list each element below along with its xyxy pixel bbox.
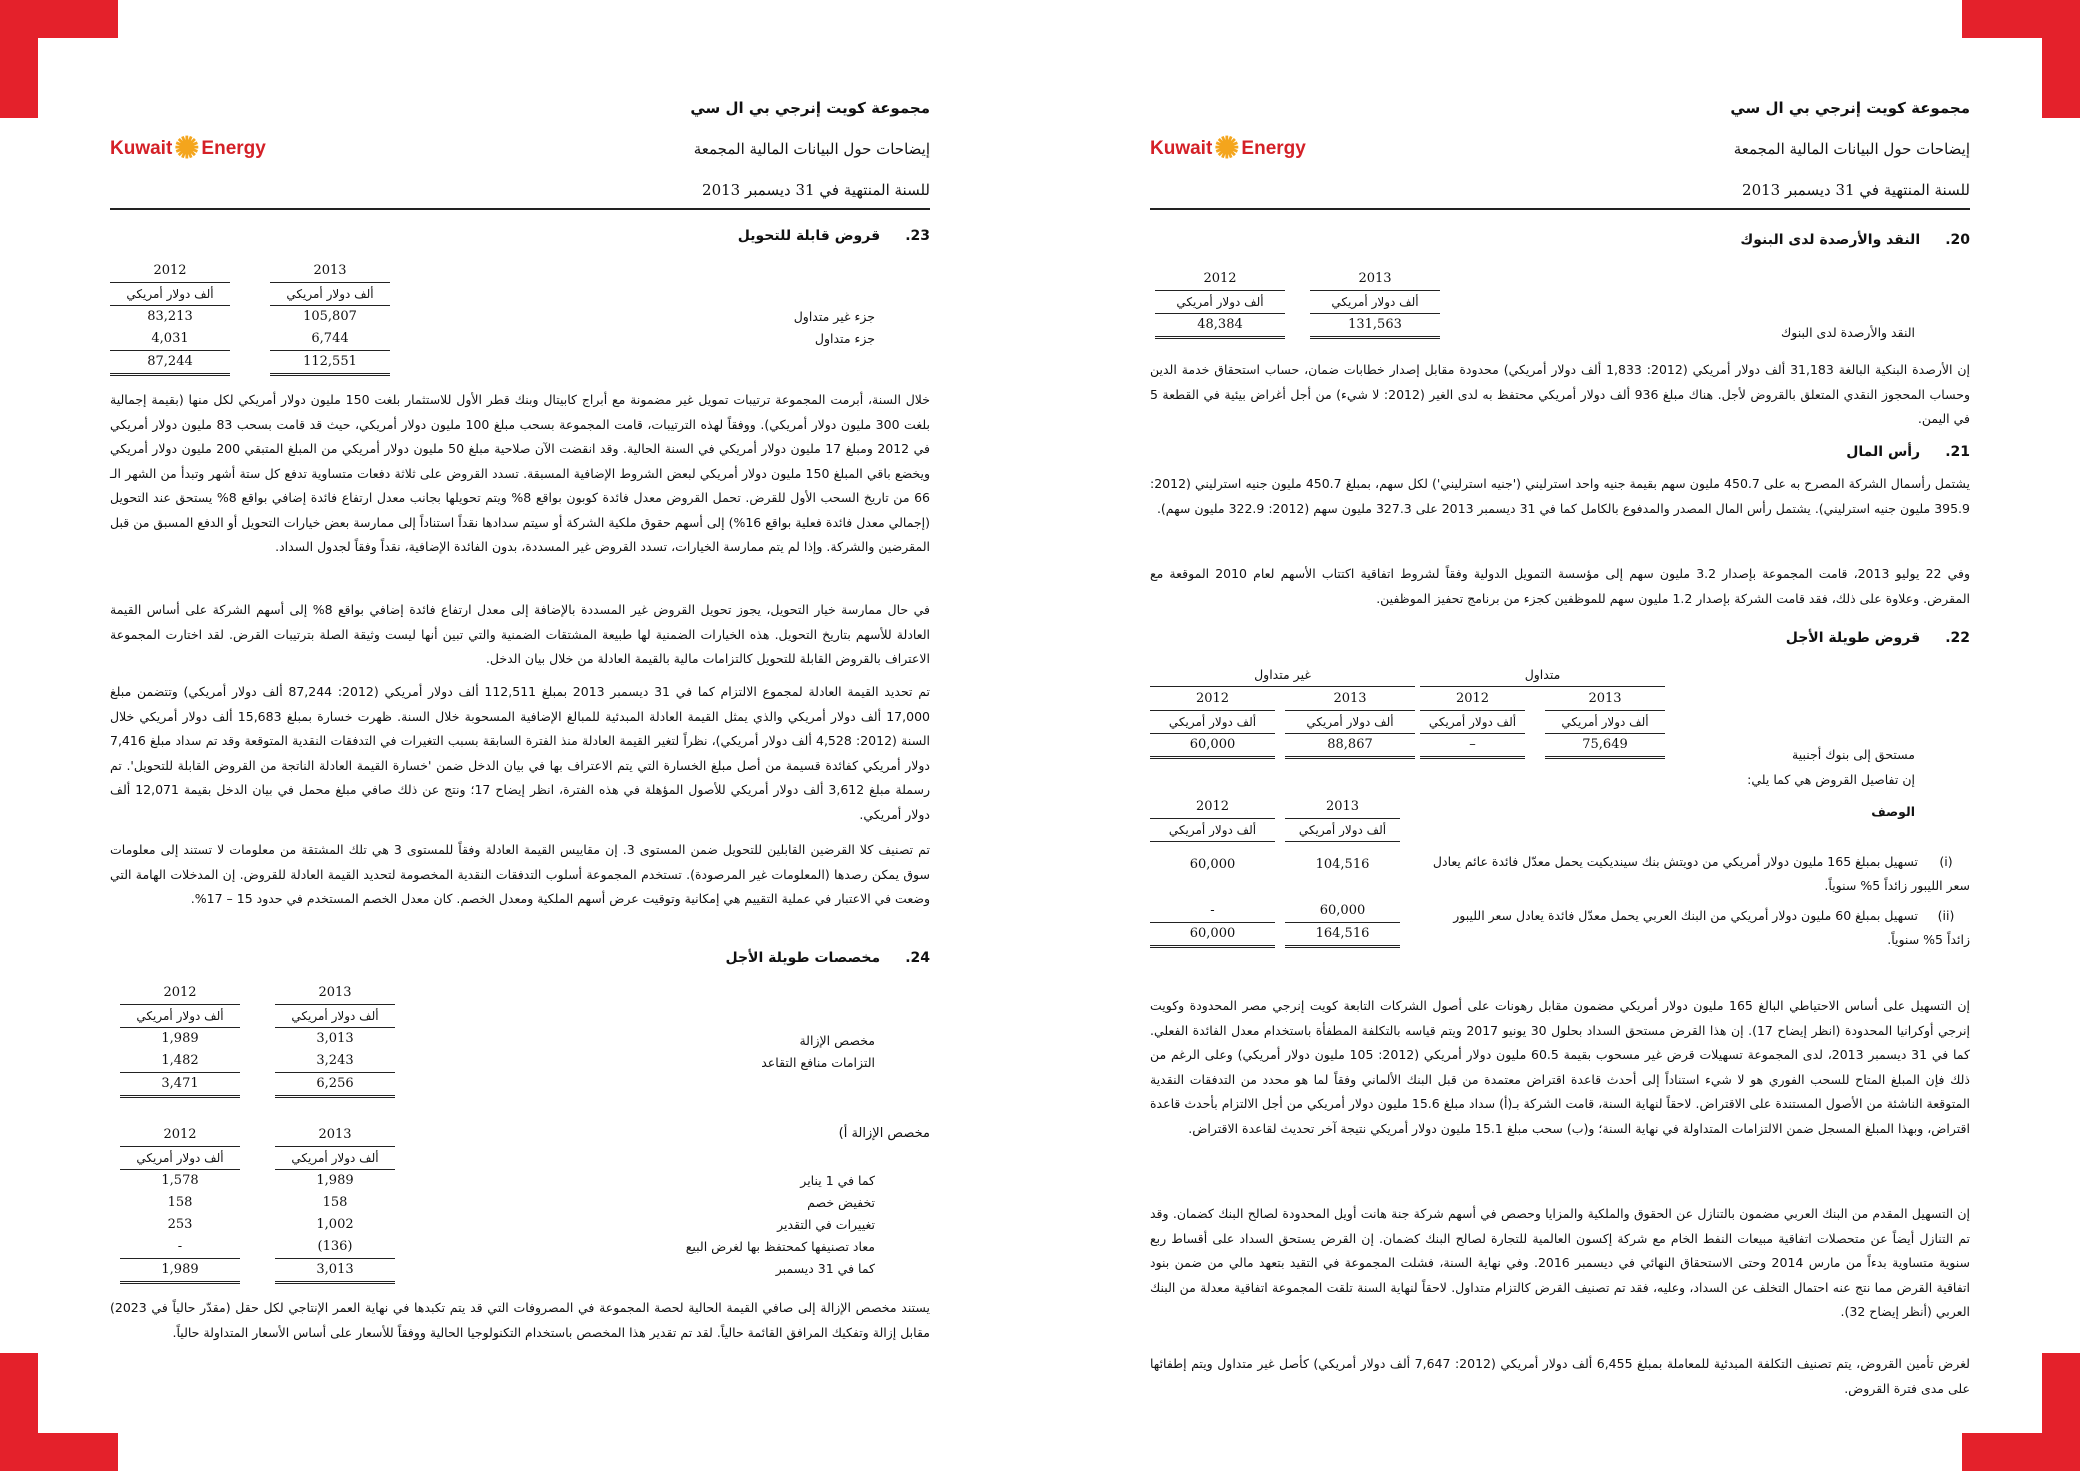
page-header (690, 88, 930, 211)
year-header: 2012 (110, 260, 230, 283)
cell-value: 3,013 (316, 1031, 354, 1046)
cell-value: 1,989 (161, 1031, 199, 1046)
row-label: كما في 1 يناير (800, 1173, 875, 1188)
year-header: 2013 (1545, 688, 1665, 711)
flower-icon: ✺ (1214, 132, 1240, 165)
row-label: مخصص الإزالة (799, 1033, 875, 1048)
cash-table (1150, 268, 1970, 348)
section-heading-23 (738, 228, 930, 244)
row-label: جزء غير متداول (793, 309, 875, 324)
subsection-marker: أ) (838, 1126, 848, 1141)
logo-text-right: Energy (1241, 138, 1306, 159)
column-2013 (270, 260, 390, 376)
year-header: 2013 (270, 260, 390, 283)
currency-header: ألف دولار أمريكي (1310, 291, 1440, 314)
column-2012 (1150, 796, 1275, 948)
item-marker: (i) (1939, 854, 1953, 869)
currency-header: ألف دولار أمريكي (1155, 291, 1285, 314)
total-value: 164,516 (1285, 923, 1400, 948)
paragraph: إن الأرصدة البنكية البالغة 31,183 ألف دولار أمريكي (2012: 1,833 ألف دولار أمريكي) محدودة مقابل إصدار خطابات ضمان، حساب استحقاق خدمة الدين وحساب المحجوز النقدي المتعلق بالقروض لأجل. هناك مبلغ 936 ألف دولار أمريكي محتفظ به لدى الغير (2012: لا شيء) من أجل أغراض بيئية في القطعة 5 في اليمن. (1150, 362, 1971, 426)
year-header: 2013 (275, 982, 395, 1005)
paragraph: تم تصنيف كلا القرضين القابلين للتحويل ضمن المستوى 3. إن مقاييس القيمة العادلة وفقاً للمستوى 3 هي تلك المشتقة من معلومات لا تستند إلى معلومات سوق يمكن رصدها (المعلومات غير المرصودة). تستخدم المجموعة أسلوب التدفقات النقدية المخصومة لتحديد القيمة العادلة للقروض. إن المدخلات الهامة التي وضعت في الاعتبار في عملية التقييم هي إمكانية وتوقيت عرض أسهم الملكية ومعدل الخصم. كان معدل الخصم المستخدم في حدود 15 – 17%. (110, 842, 930, 906)
row-label: التزامات منافع التقاعد (761, 1055, 875, 1070)
cell-value: - (120, 1236, 240, 1259)
section-title: قروض قابلة للتحويل (737, 228, 881, 244)
cell-value: 253 (167, 1217, 193, 1232)
cell-value: - (1150, 900, 1275, 923)
paragraph: يستند مخصص الإزالة إلى صافي القيمة الحالية لحصة المجموعة في المصروفات التي قد يتم تكبدها في نهاية العمر الإنتاجي لكل حقل (مقدّر حالياً في 2023) مقابل إزالة وتفكيك المرافق القائمة حالياً. لقد تم تقدير هذا المخصص باستخدام التكنولوجيا الحالية ووفقاً للأسعار على أساس الأسعار المتداولة حالياً. (110, 1300, 930, 1340)
loan-details-table (1150, 796, 1970, 986)
item-text: تسهيل بمبلغ 60 مليون دولار أمريكي من البنك العربي يحمل معدّل فائدة يعادل سعر الليبور زائداً 5% سنوياً. (1453, 908, 1970, 947)
cell-value: 104,516 (1315, 857, 1370, 872)
report-subtitle: إيضاحات حول البيانات المالية المجمعة (693, 140, 930, 158)
year-header: 2012 (1420, 688, 1525, 711)
total-value: 6,256 (275, 1073, 395, 1098)
year-header: 2012 (1150, 688, 1275, 711)
currency-header: ألف دولار أمريكي (110, 283, 230, 306)
report-period: للسنة المنتهية في 31 ديسمبر 2013 (1742, 181, 1970, 199)
total-value: 75,649 (1545, 734, 1665, 759)
section-title: النقد والأرصدة لدى البنوك (1740, 232, 1921, 248)
currency-header: ألف دولار أمريكي (270, 283, 390, 306)
header-rule (1150, 208, 1970, 210)
intro-text: إن تفاصيل القروض هي كما يلي: (1747, 772, 1915, 787)
column-2012 (120, 1124, 240, 1284)
column-current-2012 (1420, 688, 1525, 759)
row-label: جزء متداول (814, 331, 875, 346)
column-2012 (120, 982, 240, 1098)
paragraph: خلال السنة، أبرمت المجموعة ترتيبات تمويل غير مضمونة مع أبراج كابيتال وبنك قطر الأول للاستثمار بلغت 150 مليون دولار أمريكي لكل منها (بقيمة إجمالية بلغت 300 مليون دولار أمريكي). ووفقاً لهذه الترتيبات، قامت المجموعة بسحب مبلغ 100 مليون دولار أمريكي، حيث قد قامت بسحب 83 مليون دولار أمريكي في 2012 ومبلغ 17 مليون دولار أمريكي في السنة الحالية. وقد انقضت الآن صلاحية مبلغ 50 مليون دولار أمريكي من المبلغ المتبقي 200 مليون دولار أمريكي ويخضع باقي المبلغ 150 مليون دولار أمريكي لبعض الشروط الإضافية المسبقة. تسدد القروض على ثلاثة دفعات متساوية تدفع كل ستة أشهر وتبدأ من الشهر الـ 66 من تاريخ السحب الأول للقرض. تحمل القروض معدل فائدة كوبون بواقع 8% ويتم تحويلها بجانب معدل ارتفاع فائدة إضافي بواقع 8% يستحق عند التحويل (إجمالي معدل فائدة فعلية بواقع 16%) إلى أسهم حقوق ملكية الشركة أو سيتم سدادها نقداً استناداً إلى ممارسة بعض خيارات التحويل أو الدفع المسبق من قبل المقرضين والشركة. وإذا لم يتم ممارسة الخيارات، تسدد القروض غير المسددة، بدون الفائدة الإضافية، نقداً وفقاً لجدول السداد. (110, 392, 931, 554)
row-label: كما في 31 ديسمبر (775, 1261, 875, 1276)
description-header: الوصف (1871, 804, 1915, 819)
page-header (1730, 88, 1970, 211)
column-2013 (275, 982, 395, 1098)
kuwait-energy-logo (110, 132, 266, 165)
section-number: 24. (905, 950, 930, 966)
logo-text-right: Energy (201, 138, 266, 159)
total-value: 112,551 (270, 351, 390, 376)
currency-header: ألف دولار أمريكي (120, 1147, 240, 1170)
section-heading-21 (1846, 444, 1970, 460)
year-header: 2013 (1310, 268, 1440, 291)
kuwait-energy-logo (1150, 132, 1306, 165)
row-label: تغييرات في التقدير (777, 1217, 875, 1232)
total-value: – (1420, 734, 1525, 759)
column-noncurrent-2012 (1150, 688, 1275, 759)
total-value: 88,867 (1285, 734, 1415, 759)
cell-value: 105,807 (303, 309, 357, 324)
corner-mark-bottom-right (2042, 1353, 2080, 1471)
total-value: 1,989 (120, 1259, 240, 1284)
row-label: مستحق إلى بنوك أجنبية (1792, 747, 1915, 762)
paragraph: يشتمل رأسمال الشركة المصرح به على 450.7 مليون سهم بقيمة جنيه واحد استرليني ('جنيه استرليني') لكل سهم، بمبلغ 450.7 مليون جنيه استرليني (2012: 395.9 مليون جنيه استرليني). يشتمل رأس المال المصدر والمدفوع بالكامل كما في 31 ديسمبر 2013 على 327.3 مليون سهم (2012: 322.9 مليون سهم). (1150, 476, 1970, 516)
section-number: 20. (1945, 232, 1970, 248)
corner-mark-top-right (2042, 0, 2080, 118)
group-header-current: متداول (1420, 664, 1665, 687)
cell-value: 6,744 (270, 328, 390, 351)
convertible-loans-table (110, 260, 930, 380)
group-header-noncurrent: غير متداول (1150, 664, 1415, 687)
column-current-2013 (1545, 688, 1665, 759)
cell-value: 1,002 (316, 1217, 354, 1232)
currency-header: ألف دولار أمريكي (1285, 711, 1415, 734)
paragraph: لغرض تأمين القروض، يتم تصنيف التكلفة المبدئية للمعاملة بمبلغ 6,455 ألف دولار أمريكي (2012: 7,647 ألف دولار أمريكي) كأصل غير متداول ويتم إطفائها على مدى فترة القروض. (1150, 1356, 1970, 1396)
column-noncurrent-2013 (1285, 688, 1415, 759)
section-number: 21. (1945, 444, 1970, 460)
paragraph: في حال ممارسة خيار التحويل، يجوز تحويل القروض غير المسددة بالإضافة إلى معدل ارتفاع فائدة إضافي بواقع 8% إلى أسهم الشركة على أساس القيمة العادلة للأسهم بتاريخ التحويل. هذه الخيارات الضمنية لها طبيعة المشتقات الضمنية والتي تبين أنها ليست وثيقة الصلة بترتيبات القرض. لقد اختارت المجموعة الاعتراف بالقروض القابلة للتحويل كالتزامات مالية بالقيمة العادلة من خلال بيان الدخل. (110, 602, 930, 666)
currency-header: ألف دولار أمريكي (1420, 711, 1525, 734)
provisions-table (110, 982, 930, 1102)
year-header: 2013 (1285, 796, 1400, 819)
company-name: مجموعة كويت إنرجي بي ال سي (1730, 99, 1970, 117)
paragraph: وفي 22 يوليو 2013، قامت المجموعة بإصدار 3.2 مليون سهم إلى مؤسسة التمويل الدولية وفقاً لشروط اتفاقية اكتتاب الأسهم لعام 2010 الموقعة مع المقرض. وعلاوة على ذلك، فقد قامت الشركة بإصدار 1.2 مليون سهم للموظفين كجزء من برنامج تحفيز الموظفين. (1150, 566, 1971, 606)
year-header: 2012 (1155, 268, 1285, 291)
year-header: 2013 (1285, 688, 1415, 711)
year-header: 2012 (1150, 796, 1275, 819)
company-name: مجموعة كويت إنرجي بي ال سي (690, 99, 930, 117)
section-title: مخصصات طويلة الأجل (725, 950, 881, 966)
cell-value: (136) (275, 1236, 395, 1259)
year-header: 2012 (120, 982, 240, 1005)
section-title: قروض طويلة الأجل (1785, 630, 1921, 646)
currency-header: ألف دولار أمريكي (1285, 819, 1400, 842)
right-page (1150, 0, 1970, 1471)
total-value: 3,013 (275, 1259, 395, 1284)
total-value: 131,563 (1310, 314, 1440, 339)
paragraph: إن التسهيل المقدم من البنك العربي مضمون بالتنازل عن الحقوق والملكية والمزايا وحصص في أسهم شركة جنة هانت أويل المحدودة لصالح البنك كضمان. وقد تم التنازل أيضاً عن متحصلات اتفاقية مبيعات النفط الخام مع شركة إكسون العالمية للتجارة لصالح البنك كضمان. إن القرض يستحق السداد على أقساط ربع سنوية متساوية بدءاً من مارس 2014 وحتى الاستحقاق النهائي في ديسمبر 2016. وفي نهاية السنة، فشلت المجموعة في التقيد بتعهد مالي من ضمن بنود اتفاقية القرض مما نتج عنه احتمال التخلف عن السداد، وعليه، فقد تم تصنيف القرض كالتزام متداول. لاحقاً لنهاية السنة تلقت المجموعة اتفاقية معدلة من البنك العربي (أنظر إيضاح 32). (1150, 1206, 1971, 1319)
cell-value: 158 (322, 1195, 348, 1210)
row-label: معاد تصنيفها كمحتفظ بها لغرض البيع (685, 1239, 875, 1254)
currency-header: ألف دولار أمريكي (1150, 819, 1275, 842)
cell-value: 60,000 (1189, 857, 1236, 872)
cell-value: 3,243 (275, 1050, 395, 1073)
section-number: 23. (905, 228, 930, 244)
item-text: تسهيل بمبلغ 165 مليون دولار أمريكي من دويتش بنك سينديكيت يحمل معدّل فائدة عائم يعادل سعر الليبور زائداً 5% سنوياً. (1432, 854, 1970, 893)
report-subtitle: إيضاحات حول البيانات المالية المجمعة (1733, 140, 1970, 158)
long-term-loans-table (1150, 664, 1970, 764)
row-label: تخفيض خصم (807, 1195, 875, 1210)
cell-value: 4,031 (110, 328, 230, 351)
section-heading-24 (725, 950, 930, 966)
section-title: رأس المال (1846, 444, 1921, 460)
section-heading-20 (1740, 232, 1970, 248)
decommissioning-table (110, 1124, 930, 1284)
column-2013 (275, 1124, 395, 1284)
currency-header: ألف دولار أمريكي (275, 1005, 395, 1028)
header-rule (110, 208, 930, 210)
cell-value: 1,482 (120, 1050, 240, 1073)
flower-icon: ✺ (174, 132, 200, 165)
paragraph: إن التسهيل على أساس الاحتياطي البالغ 165 مليون دولار أمريكي مضمون مقابل رهونات على أصول الشركات التابعة كويت إنرجي مصر المحدودة وكويت إنرجي أوكرانيا المحدودة (انظر إيضاح 17). إن هذا القرض مستحق السداد بحلول 30 يونيو 2017 ويتم قياسه بالتكلفة المطفأة باستخدام معدل الفائدة الفعلي. كما في 31 ديسمبر 2013، لدى المجموعة تسهيلات قرض غير مسحوب بقيمة 60.5 مليون دولار أمريكي (2012: 105 مليون دولار أمريكي) وعلى الرغم من ذلك فإن المبلغ المتاح للسحب الفوري هو لا شيء استناداً إلى أحدث قاعدة اقتراض معتمدة من قبل البنك الألماني وفقاً لما هو محدد من التدفقات النقدية المتوقعة الناشئة من الأصول المستندة على الاقتراض. لاحقاً لنهاية السنة، قامت الشركة بـ(أ) سداد مبلغ 15.6 مليون دولار أمريكي من أجل الالتزام بأحدث قاعدة اقتراض، وبهذا المبلغ المسجل ضمن الالتزامات المتداولة في نهاية السنة؛ و(ب) سحب مبلغ 15.1 مليون دولار أمريكي نتيجة آخر تحديث لقاعدة الاقتراض. (1150, 998, 1971, 1136)
logo-text-left: Kuwait (1150, 138, 1213, 159)
loan-item (1430, 850, 1970, 898)
cell-value: 1,989 (316, 1173, 354, 1188)
corner-mark-bottom-left (0, 1353, 38, 1471)
currency-header: ألف دولار أمريكي (1150, 711, 1275, 734)
total-value: 3,471 (120, 1073, 240, 1098)
loan-item (1430, 904, 1970, 952)
paragraph: تم تحديد القيمة العادلة لمجموع الالتزام كما في 31 ديسمبر 2013 بمبلغ 112,511 ألف دولار أمريكي (2012: 87,244 ألف دولار أمريكي) وتتضمن مبلغ 17,000 ألف دولار أمريكي والذي يمثل القيمة العادلة المبدئية للمبالغ الإضافية المسحوبة خلال السنة. ظهرت خسارة بمبلغ 15,683 ألف دولار أمريكي خلال السنة (2012: 4,528 ألف دولار أمريكي)، نظراً لتغير القيمة العادلة منذ الفترة السابقة بسبب التغيرات في التدفقات النقدية المتوقعة وقد تم سداد مبلغ 7,416 دولار أمريكي كفائدة قسيمة من أصل مبلغ الخسارة التي يتم الاعتراف بها في بيان الدخل ضمن 'خسارة القيمة العادلة الناتجة من القروض القابلة للتحويل'. تم رسملة مبلغ 3,612 ألف دولار أمريكي للأصول المؤهلة في هذه الفترة، انظر إيضاح 17؛ ونتج عن ذلك صافي مبلغ محمل في بيان الدخل بقيمة 12,071 ألف دولار أمريكي. (110, 684, 931, 822)
left-page (110, 0, 930, 1471)
column-2012 (1155, 268, 1285, 339)
item-marker: (ii) (1937, 908, 1955, 923)
total-value: 60,000 (1150, 734, 1275, 759)
section-heading-22 (1786, 630, 1970, 646)
logo-text-left: Kuwait (110, 138, 173, 159)
cell-value: 1,578 (161, 1173, 199, 1188)
year-header: 2013 (275, 1124, 395, 1147)
column-2012 (110, 260, 230, 376)
cell-value: 60,000 (1285, 900, 1400, 923)
year-header: 2012 (120, 1124, 240, 1147)
total-value: 87,244 (110, 351, 230, 376)
currency-header: ألف دولار أمريكي (275, 1147, 395, 1170)
total-value: 48,384 (1155, 314, 1285, 339)
column-2013 (1285, 796, 1400, 948)
cell-value: 83,213 (147, 309, 193, 324)
section-number: 22. (1945, 630, 1970, 646)
row-label: النقد والأرصدة لدى البنوك (1781, 325, 1915, 340)
cell-value: 158 (167, 1195, 193, 1210)
column-2013 (1310, 268, 1440, 339)
total-value: 60,000 (1150, 923, 1275, 948)
subsection-title: مخصص الإزالة (851, 1126, 930, 1141)
report-period: للسنة المنتهية في 31 ديسمبر 2013 (702, 181, 930, 199)
currency-header: ألف دولار أمريكي (1545, 711, 1665, 734)
currency-header: ألف دولار أمريكي (120, 1005, 240, 1028)
corner-mark-top-left (0, 0, 38, 118)
